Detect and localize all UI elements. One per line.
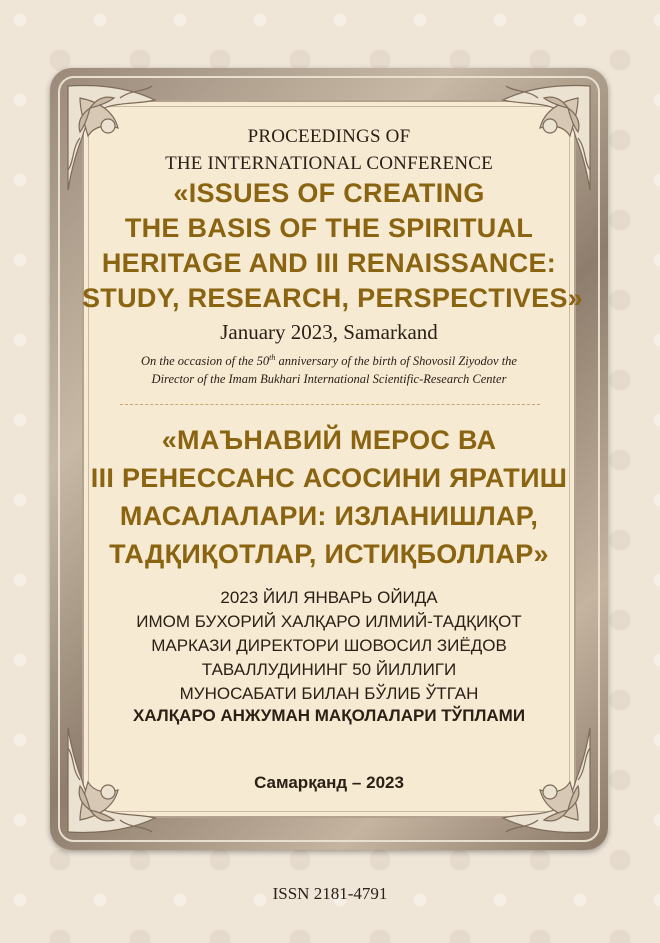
english-title-line-4: STUDY, RESEARCH, PERSPECTIVES» — [82, 283, 584, 313]
english-title-line-2: THE BASIS OF THE SPIRITUAL — [124, 213, 534, 243]
section-divider — [120, 404, 540, 405]
uzbek-title-line-1: «МАЪНАВИЙ МЕРОС ВА — [161, 425, 497, 455]
uzbek-title-line-2: III РЕНЕССАНС АСОСИНИ ЯРАТИШ — [90, 463, 568, 493]
uzbek-info-line-3: МАРКАЗИ ДИРЕКТОРИ ШОВОСИЛ ЗИЁДОВ — [151, 636, 507, 655]
uzbek-title-line-3: МАСАЛАЛАРИ: ИЗЛАНИШЛАР, — [119, 501, 539, 531]
occasion-note-line-2: Director of the Imam Bukhari International Scientific-Research Center — [151, 372, 507, 386]
issn-number: ISSN 2181-4791 — [272, 884, 388, 903]
occasion-note-line-1: On the occasion of the 50th anniversary of the birth of Shovosil Ziyodov the — [141, 353, 517, 369]
english-title-line-3: HERITAGE AND III RENAISSANCE: — [101, 248, 557, 278]
uzbek-info-line-5: МУНОСАБАТИ БИЛАН БЎЛИБ ЎТГАН — [179, 684, 479, 703]
uzbek-info-line-2: ИМОМ БУХОРИЙ ХАЛҚАРО ИЛМИЙ-ТАДҚИҚОТ — [136, 612, 522, 631]
conference-date: January 2023, Samarkand — [220, 320, 438, 344]
uzbek-title-line-4: ТАДҚИҚОТЛАР, ИСТИҚБОЛЛАР» — [109, 539, 549, 569]
uzbek-info-line-1: 2023 ЙИЛ ЯНВАРЬ ОЙИДА — [220, 588, 438, 607]
conference-heading: THE INTERNATIONAL CONFERENCE — [165, 153, 493, 174]
uzbek-collection-title: ХАЛҚАРО АНЖУМАН МАҚОЛАЛАРИ ТЎПЛАМИ — [132, 706, 526, 725]
uzbek-info-line-4: ТАВАЛЛУДИНИНГ 50 ЙИЛЛИГИ — [201, 660, 457, 679]
english-title-line-1: «ISSUES OF CREATING — [173, 178, 485, 208]
place-and-year: Самарқанд – 2023 — [254, 773, 404, 792]
proceedings-heading: PROCEEDINGS OF — [247, 126, 411, 147]
